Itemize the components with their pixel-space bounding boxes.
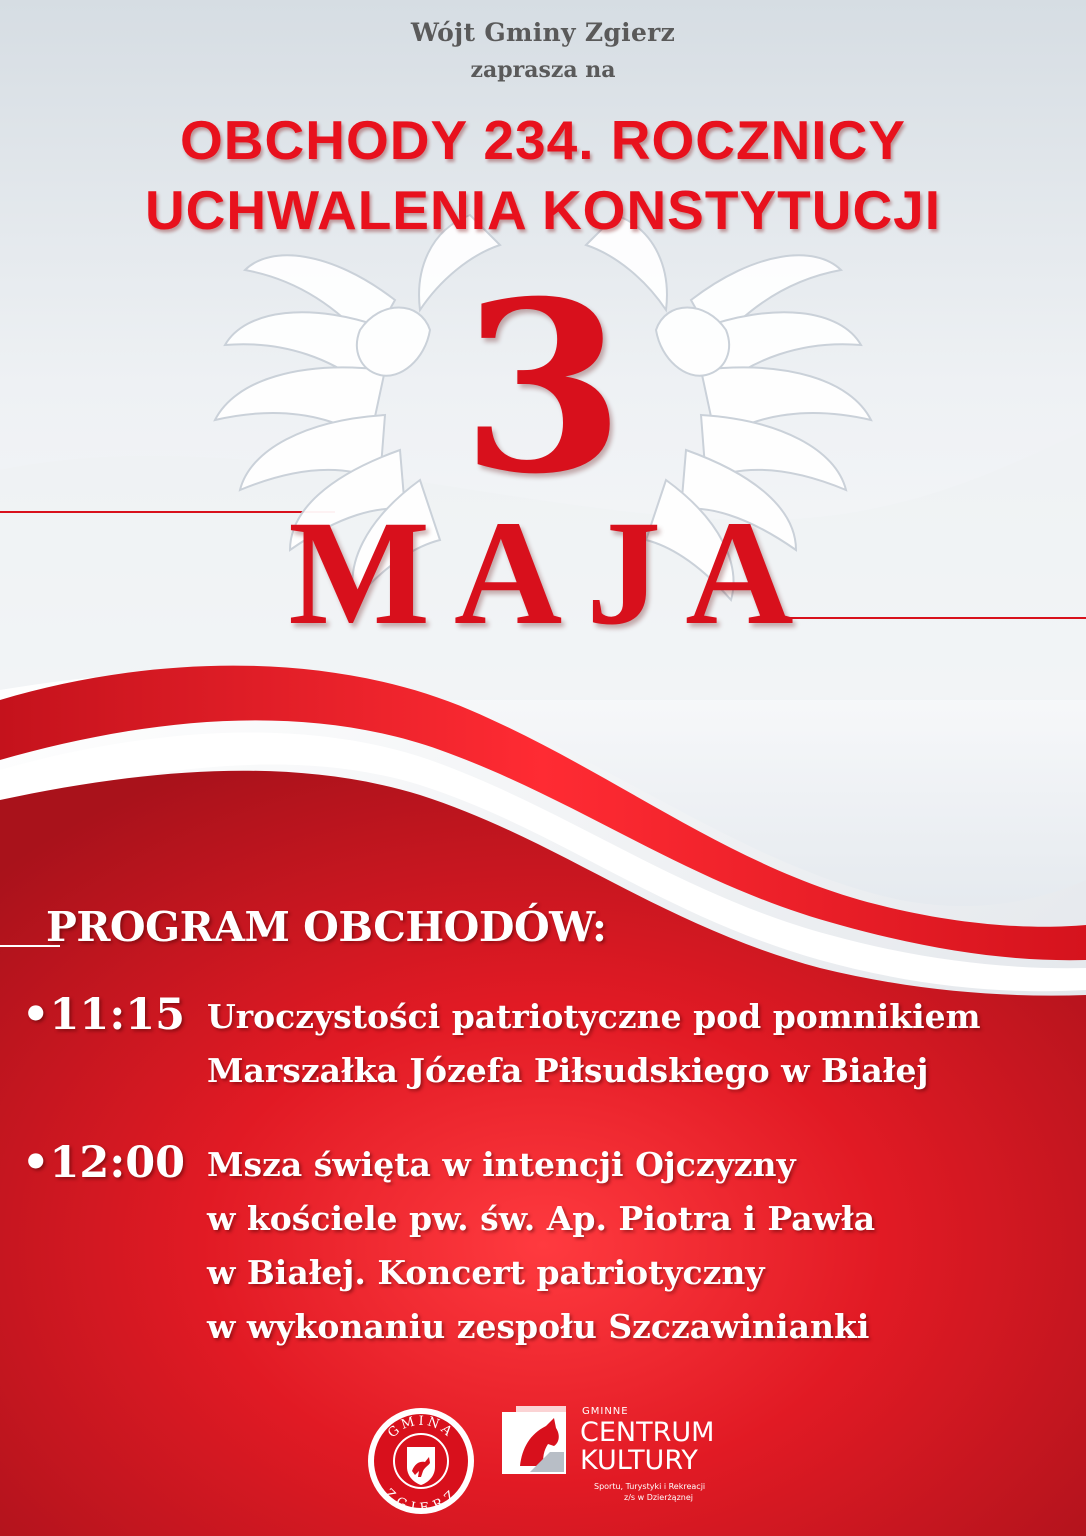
program-item-2-line-3: w Białej. Koncert patriotyczny xyxy=(207,1253,765,1292)
gmina-zgierz-logo xyxy=(365,1405,477,1517)
centrum-kultury-logo xyxy=(502,1402,732,1522)
program-item-2-description xyxy=(207,1138,875,1354)
program-item-1-time: •11:15 xyxy=(22,990,186,1040)
event-title-line-2: UCHWALENIA KONSTYTUCJI xyxy=(144,179,942,241)
event-title-line-1: OBCHODY 234. ROCZNICY xyxy=(180,109,906,171)
date-month: MAJA xyxy=(288,490,818,656)
gmina-logo-bottom-text: ZGIERZ xyxy=(381,1486,461,1517)
program-heading: PROGRAM OBCHODÓW: xyxy=(46,903,607,951)
horse-head-icon xyxy=(502,1406,574,1476)
program-item-2-line-1: Msza święta w intencji Ojczyzny xyxy=(207,1145,796,1184)
date-day: 3 xyxy=(461,250,625,526)
centrum-line-1: CENTRUM xyxy=(580,1417,715,1448)
invite-line: zaprasza na xyxy=(470,57,616,83)
centrum-subtitle-2: z/s w Dzierżąznej xyxy=(624,1493,693,1502)
program-item-2-line-2: w kościele pw. św. Ap. Piotra i Pawła xyxy=(207,1199,876,1238)
host-line: Wójt Gminy Zgierz xyxy=(410,18,676,47)
program-item-1-line-1: Uroczystości patriotyczne pod pomnikiem xyxy=(207,997,981,1036)
centrum-subtitle-1: Sportu, Turystyki i Rekreacji xyxy=(594,1482,706,1491)
centrum-small-label: GMINNE xyxy=(582,1406,629,1417)
program-item-2-line-4: w wykonaniu zespołu Szczawinianki xyxy=(207,1307,870,1346)
program-item-2-time: •12:00 xyxy=(22,1138,186,1188)
program-item-1-description xyxy=(207,990,981,1098)
gmina-logo-top-text: GMINA xyxy=(385,1413,457,1442)
centrum-line-2: KULTURY xyxy=(580,1445,698,1476)
program-item-1-line-2: Marszałka Józefa Piłsudskiego w Białej xyxy=(207,1051,929,1090)
